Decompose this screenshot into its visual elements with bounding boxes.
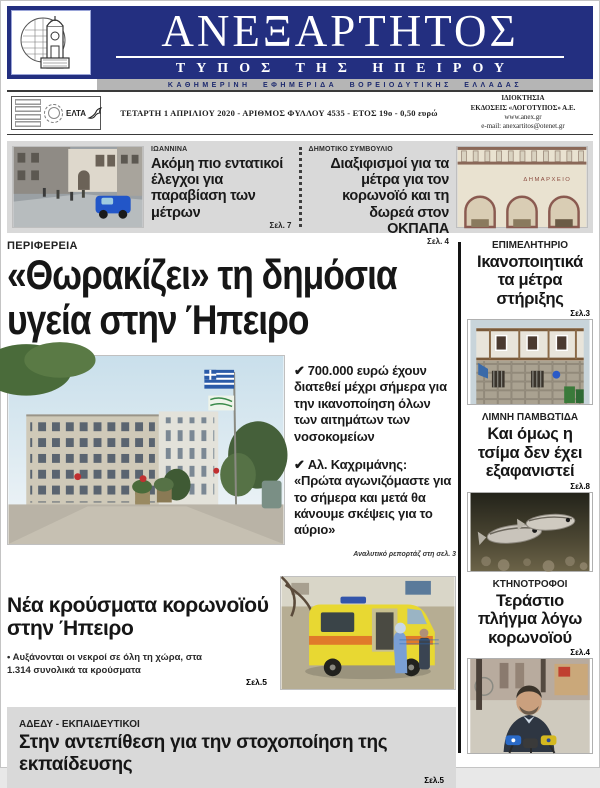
newspaper-tagline: ΚΑΘΗΜΕΡΙΝΗ ΕΦΗΜΕΡΙΔΑ ΒΟΡΕΙΟΔΥΤΙΚΗΣ ΕΛΛΑΔΑΣ <box>97 79 593 90</box>
lead-bullet: ✔ 700.000 ευρώ έχουν διατεθεί μέχρι σήμερα για την ικανοποίηση όλων των αιτημάτων των νοσοκομείων <box>294 363 447 444</box>
second-story-page-ref: Σελ.5 <box>246 677 267 688</box>
lead-bullet: ✔ Αλ. Καχριμάνης: «Πρώτα αγωνιζόμαστε για το σήμερα και μετά θα κάνουμε σκέψεις για το αύριο» <box>294 456 452 538</box>
bottom-story-kicker: ΑΔΕΔΥ - ΕΚΠΑΙΔΕΥΤΙΚΟΙ <box>19 719 140 731</box>
newspaper-title: ΑΝΕΞΑΡΤΗΤΟΣ <box>161 5 519 56</box>
fish-photo <box>467 492 593 572</box>
story-kicker: ΔΗΜΟΤΙΚΟ ΣΥΜΒΟΥΛΙΟ <box>308 146 393 153</box>
story-page-ref: Σελ. 7 <box>269 220 292 230</box>
story-kicker: ΙΩΑΝΝΙΝΑ <box>151 146 188 153</box>
sidebar-story-farmers <box>467 579 593 754</box>
check-icon: ✔ <box>294 363 305 379</box>
publisher-email: e-mail: anexartitos@otenet.gr <box>481 122 565 131</box>
town-hall-sign: ΔΗΜΑΡΧΕΙΟ <box>523 177 572 184</box>
story-headline: Τεράστιο πλήγμα λόγω κορωνοϊού <box>477 591 583 647</box>
publisher-block <box>457 94 589 132</box>
second-story-bullet: • Αυξάνονται οι νεκροί σε όλη τη χώρα, στα 1.314 συνολικά τα κρούσματα <box>7 651 203 677</box>
lead-story-kicker: ΠΕΡΙΦΕΡΕΙΑ <box>7 240 78 252</box>
top-story-council <box>308 146 450 247</box>
lead-story-note: Αναλυτικό ρεπορτάζ στη σελ. 3 <box>353 550 456 558</box>
second-story-text <box>7 574 271 694</box>
sidebar-story-lake <box>467 412 593 571</box>
issue-date-line: ΤΕΤΑΡΤΗ 1 ΑΠΡΙΛΙΟΥ 2020 - ΑΡΙΘΜΟΣ ΦΥΛΛΟΥ 4535 - ΕΤΟΣ 19ο - 0,50 ευρώ <box>120 108 438 118</box>
publisher-line: ΕΚΔΟΣΕΙΣ «ΛΟΓΟΤΥΠΟΣ» Α.Ε. <box>470 103 576 112</box>
ambulance-photo <box>280 576 456 690</box>
newspaper-logo <box>11 10 91 75</box>
story-kicker: ΚΤΗΝΟΤΡΟΦΟΙ <box>492 578 568 590</box>
sidebar <box>461 240 593 765</box>
postal-marks <box>15 99 41 128</box>
check-icon: ✔ <box>294 456 305 472</box>
newspaper-subtitle: ΤΥΠΟΣ ΤΗΣ ΗΠΕΙΡΟΥ <box>175 60 516 76</box>
farmer-interview-photo <box>467 658 593 754</box>
lead-headline-line1: «Θωρακίζει» τη δημόσια <box>7 251 397 298</box>
elta-label: ΕΛΤΑ <box>66 108 87 118</box>
clock-tower-logo-icon <box>17 12 85 74</box>
issue-info-bar <box>7 90 593 135</box>
masthead <box>7 6 593 79</box>
story-kicker: ΛΙΜΝΗ ΠΑΜΒΩΤΙΔΑ <box>481 412 579 424</box>
lead-story-body <box>7 355 456 566</box>
bottom-story-headline: Στην αντεπίθεση για την στοχοποίηση της εκπαίδευσης <box>19 732 388 776</box>
bottom-story-page-ref: Σελ.5 <box>424 776 444 786</box>
lead-story-headline <box>7 253 456 342</box>
story-page-ref: Σελ.8 <box>570 481 590 491</box>
second-story-headline: Νέα κρούσματα κορωνοϊού στην Ήπειρο <box>7 593 269 641</box>
postmark-icon <box>44 104 63 123</box>
town-hall-photo <box>456 146 588 228</box>
chamber-building-photo <box>467 319 593 405</box>
story-headline: Ικανοποιητικά τα μέτρα στήριξης <box>477 253 583 308</box>
publisher-website: www.anex.gr <box>504 113 542 121</box>
hospital-photo <box>7 355 285 545</box>
masthead-rule <box>116 56 564 58</box>
street-checks-photo <box>12 146 144 228</box>
story-headline: Διαξιφισμοί για τα μέτρα για τον κορωνοϊό και τη δωρεά στον ΟΚΠΑΠΑ <box>330 156 449 237</box>
main-column <box>7 240 456 786</box>
publisher-line: ΙΔΙΟΚΤΗΣΙΑ <box>501 94 545 103</box>
story-page-ref: Σελ. 4 <box>427 237 449 247</box>
main-content-row <box>7 240 593 786</box>
lead-headline-line2: υγεία στην Ήπειρο <box>7 295 309 343</box>
elta-logo <box>66 106 103 120</box>
story-headline: Και όμως η τσίμα δεν έχει εξαφανιστεί <box>477 425 583 481</box>
story-page-ref: Σελ.4 <box>570 648 590 658</box>
masthead-titles <box>91 5 589 76</box>
dotted-divider <box>299 147 302 227</box>
sidebar-story-chamber <box>467 240 593 405</box>
second-story <box>7 574 456 694</box>
top-story-ioannina <box>151 146 292 228</box>
postal-stamp-box <box>11 96 101 130</box>
bottom-story-box <box>7 707 456 788</box>
story-kicker: ΕΠΙΜΕΛΗΤΗΡΙΟ <box>491 240 569 251</box>
story-headline: Ακόμη πιο εντατικοί έλεγχοι για παραβίαση των μέτρων <box>151 156 283 221</box>
story-page-ref: Σελ.3 <box>570 309 590 319</box>
lead-story-bullets <box>294 355 456 566</box>
